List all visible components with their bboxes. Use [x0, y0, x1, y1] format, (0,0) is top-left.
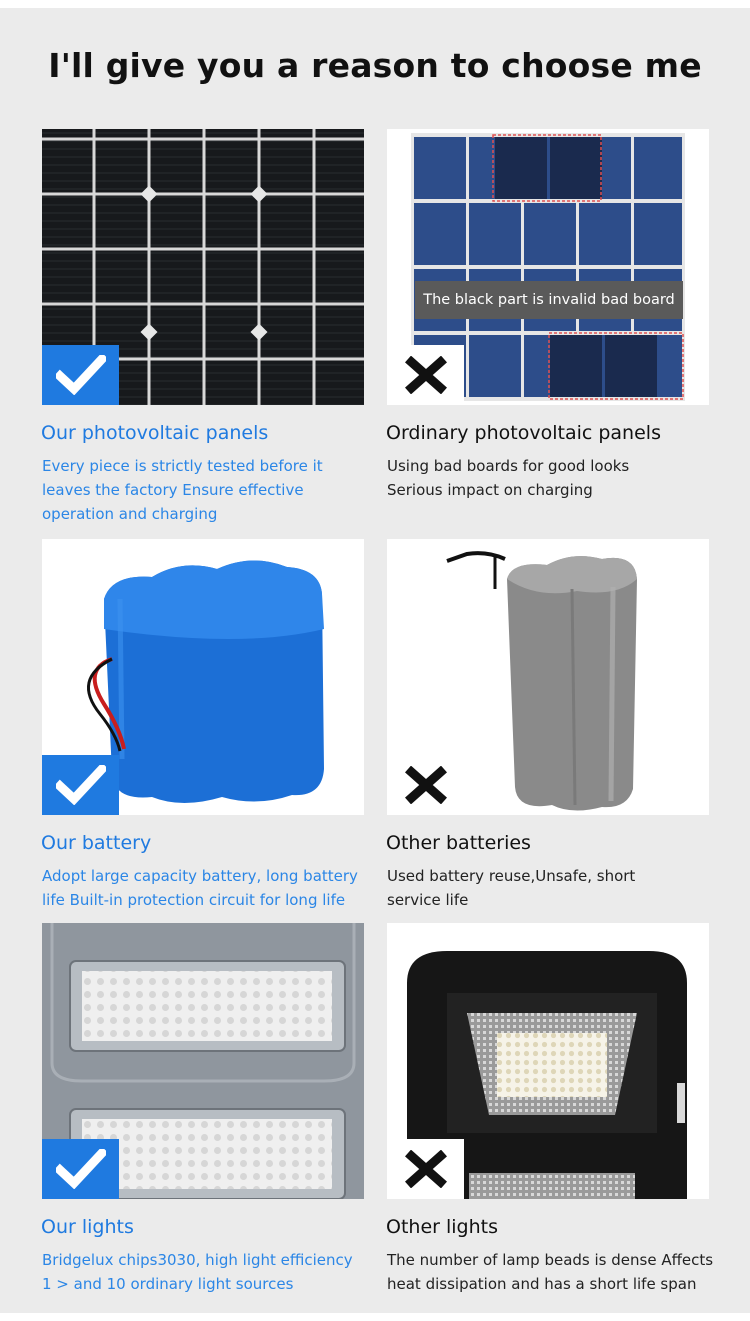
page-title: I'll give you a reason to choose me — [48, 46, 702, 85]
our-panels-heading: Our photovoltaic panels — [41, 422, 269, 444]
x-icon — [404, 356, 448, 394]
other-lights-description: The number of lamp beads is dense Affects heat dissipation and has a short life span — [387, 1251, 714, 1293]
ordinary-panel-image — [387, 129, 709, 405]
other-battery-heading: Other batteries — [386, 832, 531, 854]
x-icon — [404, 766, 448, 804]
approved-badge — [42, 1139, 119, 1199]
our-lights-heading: Our lights — [41, 1216, 134, 1238]
our-battery-heading: Our battery — [41, 832, 152, 854]
approved-badge — [42, 345, 119, 405]
other-battery-description: Used battery reuse,Unsafe, short service life — [387, 867, 636, 909]
rejected-badge — [387, 755, 464, 815]
rejected-badge — [387, 345, 464, 405]
our-panels-description: Every piece is strictly tested before it leaves the factory Ensure effective operation and charging — [42, 457, 323, 523]
x-icon — [404, 1150, 448, 1188]
our-battery-description: Adopt large capacity battery, long battery life Built-in protection circuit for long life — [42, 867, 358, 909]
ordinary-panels-description: Using bad boards for good looks Serious impact on charging — [387, 457, 630, 499]
our-lights-image — [42, 923, 364, 1199]
our-panel-image — [42, 129, 364, 405]
other-battery-image — [387, 539, 709, 815]
our-battery-image — [42, 539, 364, 815]
rejected-badge — [387, 1139, 464, 1199]
our-lights-description: Bridgelux chips3030, high light efficiency 1 > and 10 ordinary light sources — [42, 1251, 353, 1293]
invalid-board-label: The black part is invalid bad board — [415, 281, 683, 319]
check-icon — [56, 355, 106, 395]
check-icon — [56, 765, 106, 805]
check-icon — [56, 1149, 106, 1189]
other-lights-image — [387, 923, 709, 1199]
comparison-page — [0, 8, 750, 1313]
other-lights-heading: Other lights — [386, 1216, 498, 1238]
approved-badge — [42, 755, 119, 815]
ordinary-panels-heading: Ordinary photovoltaic panels — [386, 422, 661, 444]
